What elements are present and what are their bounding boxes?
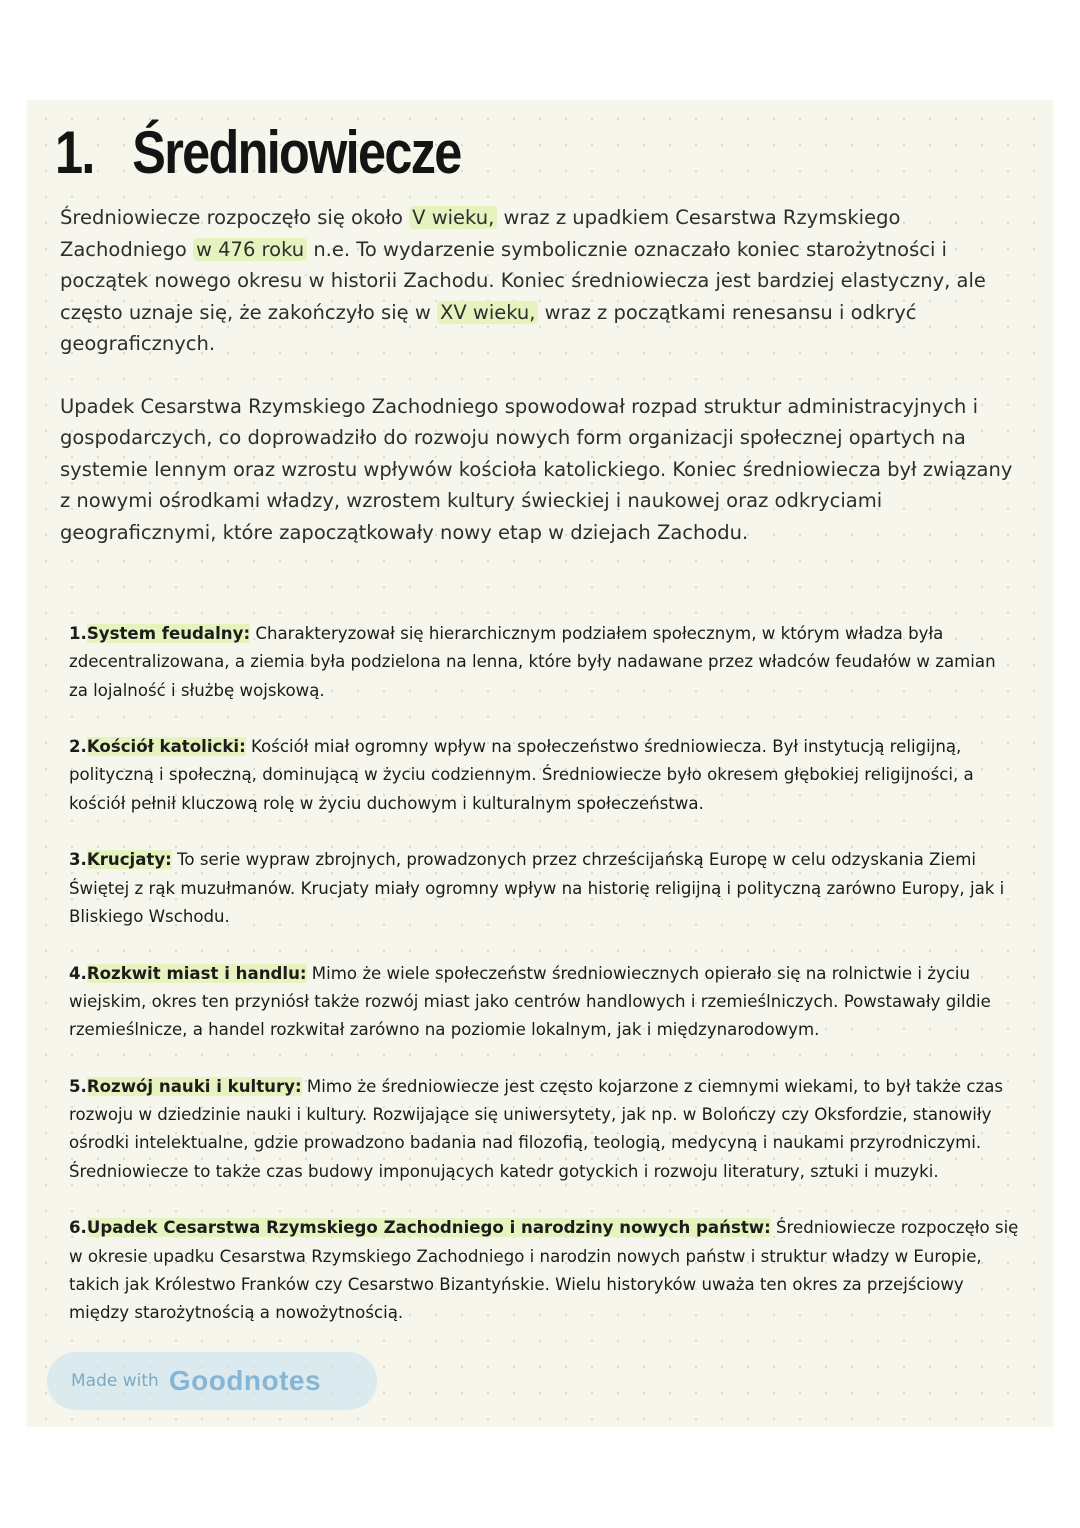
item-text: Kościół miał ogromny wpływ na społeczeństwo średniowiecza. Był instytucją religijną, polityczną i społeczną, dominującą w życiu codziennym. Średniowiecze było okresem głębokiej religijności, a kościół pełnił kluczową rolę w życiu duchowym i kulturalnym społeczeństwa. [69, 737, 974, 813]
intro-paragraph-2: Upadek Cesarstwa Rzymskiego Zachodniego spowodował rozpad struktur administracyjnych i gospodarczych, co doprowadziło do rozwoju nowych form organizacji społecznej opartych na systemie lennym oraz wzrostu wpływów kościoła katolickiego. Koniec średniowiecza był związany z nowymi ośrodkami władzy, wzrostem kultury świeckiej i naukowej oraz odkryciami geograficznymi, które zapoczątkowały nowy etap w dziejach Zachodu. [60, 394, 1013, 544]
item-text: Średniowiecze rozpoczęło się w okresie upadku Cesarstwa Rzymskiego Zachodniego i narodzin nowych państw i struktur władzy w Europie, takich jak Królestwo Franków czy Cesarstwo Bizantyńskie. Wielu historyków uważa ten okres za przejściowy między starożytnością a nowożytnością. [69, 1218, 1019, 1323]
intro-text: wraz z początkami renesansu i odkryć geograficznych. [60, 300, 917, 355]
item-term: Kościół katolicki: [86, 737, 246, 757]
intro-paragraph-1 [60, 202, 1020, 360]
page-title [55, 118, 461, 187]
topic-item-science [69, 1073, 1019, 1186]
highlight-v-wieku: V wieku, [409, 206, 497, 229]
goodnotes-badge[interactable] [47, 1352, 377, 1410]
item-number: 2. [69, 737, 87, 757]
item-number: 1. [69, 624, 87, 643]
item-term: Rozkwit miast i handlu: [86, 963, 307, 983]
intro-text: n.e. To wydarzenie symbolicznie oznaczało koniec starożytności i początek nowego okresu w historii Zachodu. Koniec średniowiecza jest bardziej elastyczny, ale często uznaje się, że zakończyło się w [60, 237, 986, 324]
intro-text: Średniowiecze rozpoczęło się około [60, 206, 410, 229]
item-term: Krucjaty: [86, 850, 172, 870]
topic-list [69, 620, 1019, 1356]
intro-section [60, 202, 1020, 548]
highlight-xv-wieku: XV wieku, [437, 301, 539, 324]
item-text: Mimo że wiele społeczeństw średniowiecznych opierało się na rolnictwie i życiu wiejskim, okres ten przyniósł także rozwój miast jako centrów handlowych i rzemieślniczych. Powstawały gildie rzemieślnicze, a handel rozkwitał zarówno na poziomie lokalnym, jak i międzynarodowym. [69, 963, 991, 1040]
highlight-476: w 476 roku [193, 238, 307, 261]
topic-item-church [69, 733, 1019, 818]
item-text: Charakteryzował się hierarchicznym podziałem społecznym, w którym władza była zdecentralizowana, a ziemia była podzielona na lenna, które były nadawane przez władców feudałów w zamian za lojalność i służbę wojskową. [69, 624, 996, 700]
title-number: 1. [55, 119, 94, 186]
title-text: Średniowiecze [132, 119, 461, 186]
item-term: Rozwój nauki i kultury: [86, 1076, 302, 1096]
badge-prefix: Made with [71, 1371, 159, 1391]
item-number: 4. [69, 963, 87, 983]
item-term: Upadek Cesarstwa Rzymskiego Zachodniego i narodziny nowych państw: [86, 1218, 771, 1238]
topic-item-feudal [69, 620, 1019, 705]
item-term: System feudalny: [86, 624, 251, 643]
topic-item-cities [69, 960, 1019, 1045]
item-number: 6. [69, 1218, 87, 1238]
item-text: To serie wypraw zbrojnych, prowadzonych przez chrześcijańską Europę w celu odzyskania Ziemi Świętej z rąk muzułmanów. Krucjaty miały ogromny wpływ na historię religijną i polityczną zarówno Europy, jak i Bliskiego Wschodu. [69, 850, 1005, 926]
intro-text: wraz z upadkiem Cesarstwa Rzymskiego Zachodniego [60, 206, 901, 261]
item-number: 5. [69, 1076, 87, 1096]
topic-item-crusades [69, 846, 1019, 931]
item-text: Mimo że średniowiecze jest często kojarzone z ciemnymi wiekami, to był także czas rozwoju w dziedzinie nauki i kultury. Rozwijające się uniwersytety, jak np. w Bolończy czy Oksfordzie, stanowiły ośrodki intelektualne, gdzie prowadzono badania nad filozofią, teologią, medycyną i naukami przyrodniczymi. Średniowiecze to także czas budowy imponujących katedr gotyckich i rozwoju literatury, sztuki i muzyki. [69, 1076, 1004, 1181]
note-page [27, 100, 1053, 1427]
topic-item-states [69, 1214, 1019, 1327]
item-number: 3. [69, 850, 87, 870]
goodnotes-logo: Goodnotes [168, 1365, 322, 1396]
